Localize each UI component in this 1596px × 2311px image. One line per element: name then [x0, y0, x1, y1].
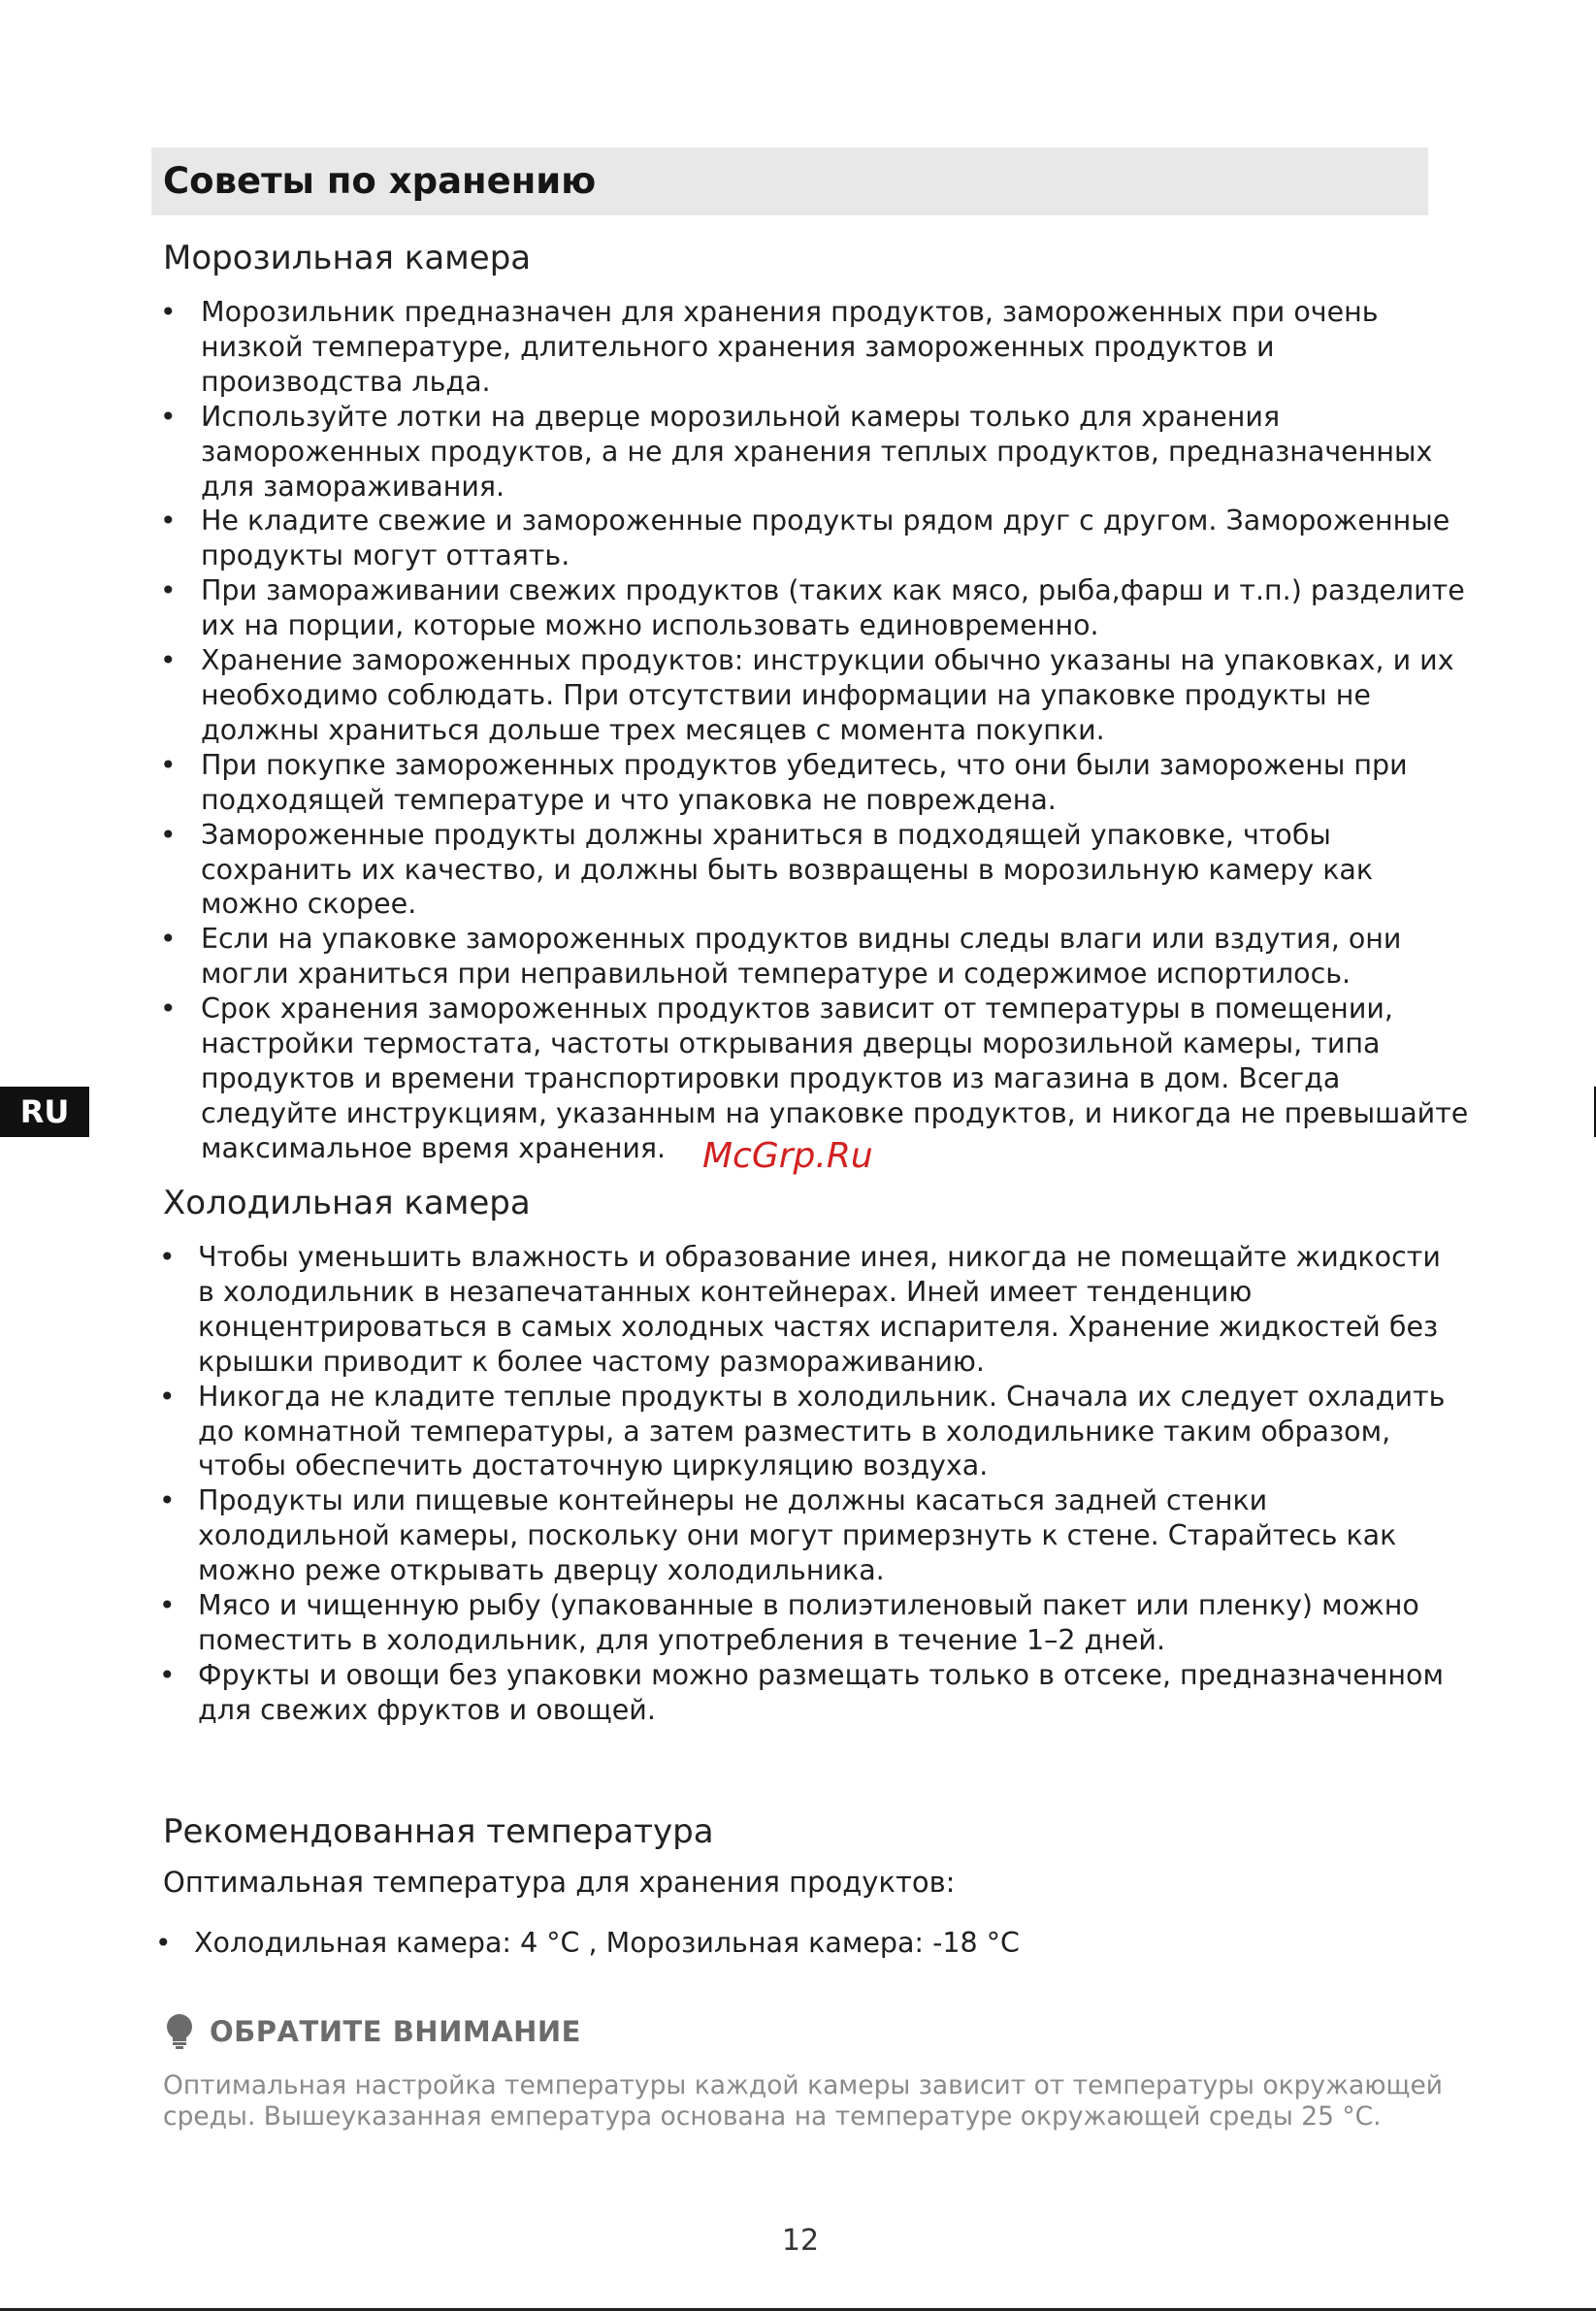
- bullet: •: [160, 748, 177, 781]
- freezer-list: [160, 295, 1472, 1166]
- recommended-heading: Рекомендованная температура: [163, 1812, 714, 1851]
- list-item: [155, 1926, 1358, 1961]
- bullet: •: [160, 574, 177, 607]
- list-item-text: Чтобы уменьшить влажность и образование инея, никогда не помещайте жидкости в холодильник в незапечатанных контейнерах. Иней имеет тенденцию концентрироваться в самых холодных частях испарителя. Хранение жидкостей без крышки приводит к более частому размораживанию.: [198, 1241, 1441, 1378]
- page-number: 12: [781, 2224, 820, 2258]
- bullet: •: [160, 400, 177, 433]
- list-item: [159, 1380, 1449, 1484]
- recommended-intro: Оптимальная температура для хранения продуктов:: [163, 1866, 956, 1899]
- list-item-text: Мясо и чищенную рыбу (упакованные в полиэтиленовый пакет или пленку) можно поместить в холодильник, для употребления в течение 1–2 дней.: [198, 1589, 1419, 1656]
- note-text: Оптимальная настройка температуры каждой камеры зависит от температуры окружающей среды. Вышеуказанная емпература основана на температуре окружающей среды 25 °C.: [163, 2070, 1444, 2132]
- list-item-text: Используйте лотки на дверце морозильной камеры только для хранения замороженных продуктов, а не для хранения теплых продуктов, предназначенных для замораживания.: [201, 400, 1433, 503]
- list-item: [160, 643, 1472, 748]
- temperature-list: [155, 1926, 1358, 1961]
- list-item: [160, 573, 1472, 643]
- list-item: [160, 295, 1472, 400]
- bullet: •: [160, 818, 177, 851]
- bullet: •: [159, 1589, 176, 1622]
- bullet: •: [160, 923, 177, 956]
- note-heading: ОБРАТИТЕ ВНИМАНИЕ: [210, 2015, 581, 2048]
- list-item-text: При замораживании свежих продуктов (таких как мясо, рыба,фарш и т.п.) разделите их на порции, которые можно использовать единовременно.: [201, 574, 1465, 642]
- list-item-text: Замороженные продукты должны храниться в подходящей упаковке, чтобы сохранить их качество, и должны быть возвращены в морозильную камеру как можно скорее.: [201, 818, 1374, 921]
- fridge-heading: Холодильная камера: [163, 1184, 531, 1222]
- watermark: McGrp.Ru: [702, 1136, 873, 1176]
- list-item: [159, 1658, 1449, 1728]
- list-item-text: Если на упаковке замороженных продуктов видны следы влаги или вздутия, они могли храниться при неправильной температуре и содержимое испортилось.: [201, 923, 1402, 991]
- list-item: [160, 504, 1472, 573]
- list-item: [160, 818, 1472, 923]
- list-item-text: Продукты или пищевые контейнеры не должны касаться задней стенки холодильной камеры, поскольку они могут примерзнуть к стене. Старайтесь как можно реже открывать дверцу холодильника.: [198, 1484, 1397, 1587]
- list-item-text: Хранение замороженных продуктов: инструкции обычно указаны на упаковках, и их необходимо соблюдать. При отсутствии информации на упаковке продукты не должны храниться дольше трех месяцев с момента покупки.: [201, 644, 1454, 746]
- list-item-text: Срок хранения замороженных продуктов зависит от температуры в помещении, настройки термостата, частоты открывания дверцы морозильной камеры, типа продуктов и времени транспортировки продуктов из магазина в дом. Всегда следуйте инструкциям, указанным на упаковке продуктов, и никогда не превышайте максимальное время хранения.: [201, 993, 1469, 1164]
- fridge-list: [159, 1240, 1449, 1728]
- bullet: •: [159, 1380, 176, 1413]
- list-item-text: Фрукты и овощи без упаковки можно размещать только в отсеке, предназначенном для свежих фруктов и овощей.: [198, 1658, 1444, 1726]
- bullet: •: [160, 993, 177, 1025]
- list-item-text: Морозильник предназначен для хранения продуктов, замороженных при очень низкой температуре, длительного хранения замороженных продуктов и производства льда.: [201, 296, 1379, 398]
- list-item-text: Не кладите свежие и замороженные продукты рядом друг с другом. Замороженные продукты могут оттаять.: [201, 505, 1450, 572]
- list-item: [160, 400, 1472, 505]
- title-bar: [151, 147, 1428, 215]
- list-item-text: Никогда не кладите теплые продукты в холодильник. Сначала их следует охладить до комнатной температуры, а затем разместить в холодильнике таким образом, чтобы обеспечить достаточную циркуляцию воздуха.: [198, 1380, 1446, 1482]
- bullet: •: [155, 1927, 172, 1959]
- lightbulb-icon: [163, 2012, 196, 2051]
- bullet: •: [159, 1658, 176, 1691]
- bullet: •: [159, 1484, 176, 1517]
- note-header: [163, 2010, 581, 2053]
- list-item-text: При покупке замороженных продуктов убедитесь, что они были заморожены при подходящей температуре и что упаковка не повреждена.: [201, 748, 1408, 816]
- list-item-text: Холодильная камера: 4 °C , Морозильная камера: -18 °C: [194, 1927, 1020, 1959]
- language-tab: RU: [0, 1087, 89, 1137]
- bullet: •: [160, 505, 177, 537]
- list-item: [160, 748, 1472, 818]
- page-title: Советы по хранению: [163, 160, 597, 202]
- list-item: [159, 1240, 1449, 1380]
- bullet: •: [159, 1241, 176, 1273]
- list-item: [159, 1588, 1449, 1658]
- bullet: •: [160, 644, 177, 677]
- bullet: •: [160, 296, 177, 328]
- freezer-heading: Морозильная камера: [163, 239, 532, 277]
- list-item: [160, 922, 1472, 992]
- list-item: [159, 1483, 1449, 1588]
